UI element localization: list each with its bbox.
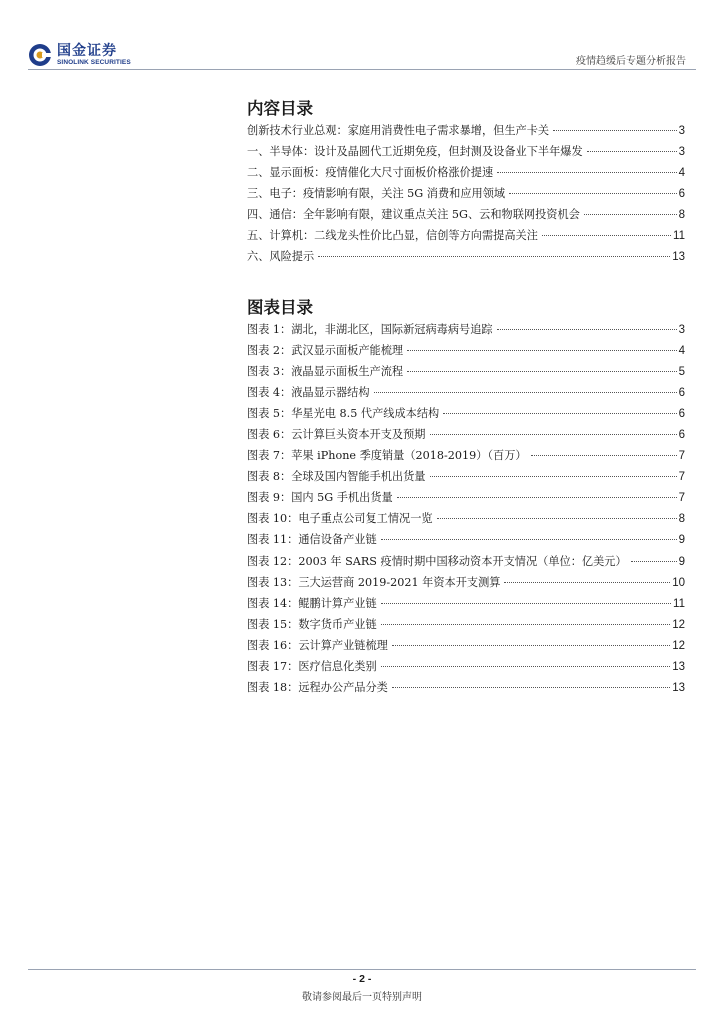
figure-entry[interactable] xyxy=(247,510,685,531)
dot-leader xyxy=(509,193,676,194)
figure-entry[interactable] xyxy=(247,384,685,405)
figure-entry-page: 7 xyxy=(678,492,685,505)
contents-entry[interactable] xyxy=(247,185,685,206)
contents-entry[interactable] xyxy=(247,248,685,269)
figure-entry[interactable] xyxy=(247,321,685,342)
contents-entry-page: 8 xyxy=(678,209,685,222)
figure-entry-text: 图表 14：鲲鹏计算产业链 xyxy=(247,596,377,610)
figure-entry[interactable] xyxy=(247,531,685,552)
figure-entry[interactable] xyxy=(247,553,685,574)
logo-chinese-name: 国金证券 xyxy=(57,42,117,59)
figure-entry-page: 7 xyxy=(678,450,685,463)
figure-entry-text: 图表 10：电子重点公司复工情况一览 xyxy=(247,512,433,526)
figure-entry-text: 图表 1：湖北，非湖北区，国际新冠病毒病号追踪 xyxy=(247,323,493,336)
dot-leader xyxy=(587,151,677,152)
dot-leader xyxy=(430,434,677,435)
dot-leader xyxy=(497,329,677,330)
figure-entry-text: 图表 3：液晶显示面板生产流程 xyxy=(247,365,404,379)
figure-entry-text: 图表 11：通信设备产业链 xyxy=(247,533,377,547)
dot-leader xyxy=(504,582,670,583)
contents-entry-page: 3 xyxy=(678,125,685,137)
dot-leader xyxy=(584,214,677,215)
dot-leader xyxy=(392,645,670,646)
figure-entry-page: 12 xyxy=(672,618,685,631)
figures-list xyxy=(247,321,685,700)
figure-entry[interactable] xyxy=(247,342,685,363)
figure-entry-page: 7 xyxy=(678,471,685,484)
figure-entry-text: 图表 6：云计算巨头资本开支及预期 xyxy=(247,428,426,442)
dot-leader xyxy=(397,497,677,498)
figure-entry-text: 图表 13：三大运营商 2019-2021 年资本开支测算 xyxy=(247,575,501,589)
contents-entry-page: 11 xyxy=(673,230,685,243)
figure-entry[interactable] xyxy=(247,679,685,700)
dot-leader xyxy=(381,603,671,604)
figure-entry-page: 4 xyxy=(678,345,685,358)
dot-leader xyxy=(381,666,671,667)
header-divider xyxy=(28,69,696,70)
figure-entry[interactable] xyxy=(247,489,685,510)
figure-entry-text: 图表 2：武汉显示面板产能梳理 xyxy=(247,344,404,358)
figure-entry-text: 图表 17：医疗信息化类别 xyxy=(247,659,377,673)
figure-entry-text: 图表 16：云计算产业链梳理 xyxy=(247,638,388,652)
contents-entry-page: 4 xyxy=(678,167,685,180)
footer-divider xyxy=(28,969,696,970)
disclaimer-note: 敬请参阅最后一页特别声明 xyxy=(302,992,422,1003)
dot-leader xyxy=(392,687,670,688)
dot-leader xyxy=(437,518,677,519)
logo-english-name: SINOLINK SECURITIES xyxy=(57,58,131,66)
figure-entry-page: 9 xyxy=(678,555,685,568)
figure-entry-text: 图表 12：2003 年 SARS 疫情时期中国移动资本开支情况（单位：亿美元） xyxy=(247,554,627,568)
contents-entry[interactable] xyxy=(247,164,685,185)
figure-entry-page: 11 xyxy=(673,597,685,610)
contents-entry-page: 13 xyxy=(672,251,685,264)
figure-entry-page: 8 xyxy=(678,513,685,526)
contents-entry-text: 三、电子：疫情影响有限，关注 5G 消费和应用领域 xyxy=(247,187,506,201)
figure-entry-page: 10 xyxy=(672,576,685,589)
figure-entry-page: 3 xyxy=(678,324,685,336)
figure-entry-text: 图表 18：远程办公产品分类 xyxy=(247,680,388,694)
dot-leader xyxy=(407,350,676,351)
figure-entry[interactable] xyxy=(247,595,685,616)
figure-entry[interactable] xyxy=(247,574,685,595)
figure-entry-page: 6 xyxy=(678,387,685,400)
figure-entry-page: 9 xyxy=(678,534,685,547)
dot-leader xyxy=(631,561,677,562)
contents-entry[interactable] xyxy=(247,143,685,164)
dot-leader xyxy=(381,539,677,540)
contents-entry-text: 一、半导体：设计及晶圆代工近期免疫，但封测及设备业下半年爆发 xyxy=(247,145,583,159)
dot-leader xyxy=(318,256,670,257)
dot-leader xyxy=(553,130,677,131)
contents-entry-page: 6 xyxy=(678,188,685,201)
contents-entry-page: 3 xyxy=(678,146,685,159)
page-header xyxy=(0,0,724,72)
contents-entry[interactable] xyxy=(247,227,685,248)
figure-entry-page: 12 xyxy=(672,639,685,652)
figure-entry[interactable] xyxy=(247,658,685,679)
contents-entry[interactable] xyxy=(247,122,685,143)
figure-entry-text: 图表 9：国内 5G 手机出货量 xyxy=(247,491,393,505)
dot-leader xyxy=(430,476,677,477)
dot-leader xyxy=(407,371,676,372)
dot-leader xyxy=(443,413,676,414)
figure-entry-text: 图表 5：华星光电 8.5 代产线成本结构 xyxy=(247,407,440,421)
figure-entry[interactable] xyxy=(247,447,685,468)
figure-entry[interactable] xyxy=(247,405,685,426)
figure-entry-page: 13 xyxy=(672,660,685,673)
figures-title: 图表目录 xyxy=(247,298,313,317)
figure-entry-page: 6 xyxy=(678,408,685,421)
sinolink-logo-icon xyxy=(28,43,52,67)
dot-leader xyxy=(374,392,677,393)
figure-entry-text: 图表 15：数字货币产业链 xyxy=(247,617,377,631)
figure-entry[interactable] xyxy=(247,637,685,658)
contents-title: 内容目录 xyxy=(247,99,313,118)
contents-entry-text: 二、显示面板：疫情催化大尺寸面板价格涨价提速 xyxy=(247,166,494,180)
figure-entry-page: 5 xyxy=(678,366,685,379)
dot-leader xyxy=(497,172,676,173)
figure-entry-text: 图表 8：全球及国内智能手机出货量 xyxy=(247,470,426,484)
dot-leader xyxy=(542,235,671,236)
contents-entry-text: 创新技术行业总观：家庭用消费性电子需求暴增，但生产卡关 xyxy=(247,124,550,137)
contents-entry-text: 五、计算机：二线龙头性价比凸显，信创等方向需提高关注 xyxy=(247,229,538,243)
contents-entry[interactable] xyxy=(247,206,685,227)
contents-list xyxy=(247,122,685,269)
figure-entry[interactable] xyxy=(247,616,685,637)
company-logo xyxy=(28,42,131,68)
figure-entry[interactable] xyxy=(247,426,685,447)
figure-entry[interactable] xyxy=(247,468,685,489)
figure-entry-page: 6 xyxy=(678,429,685,442)
dot-leader xyxy=(531,455,677,456)
figure-entry-text: 图表 4：液晶显示器结构 xyxy=(247,386,370,400)
dot-leader xyxy=(381,624,671,625)
contents-entry-text: 六、风险提示 xyxy=(247,250,315,264)
figure-entry-page: 13 xyxy=(672,681,685,694)
figure-entry[interactable] xyxy=(247,363,685,384)
page-number: - 2 - xyxy=(352,973,372,985)
figure-entry-text: 图表 7：苹果 iPhone 季度销量（2018-2019）（百万） xyxy=(247,449,527,463)
contents-entry-text: 四、通信：全年影响有限，建议重点关注 5G、云和物联网投资机会 xyxy=(247,208,580,222)
report-type-label: 疫情趋缓后专题分析报告 xyxy=(576,56,686,67)
